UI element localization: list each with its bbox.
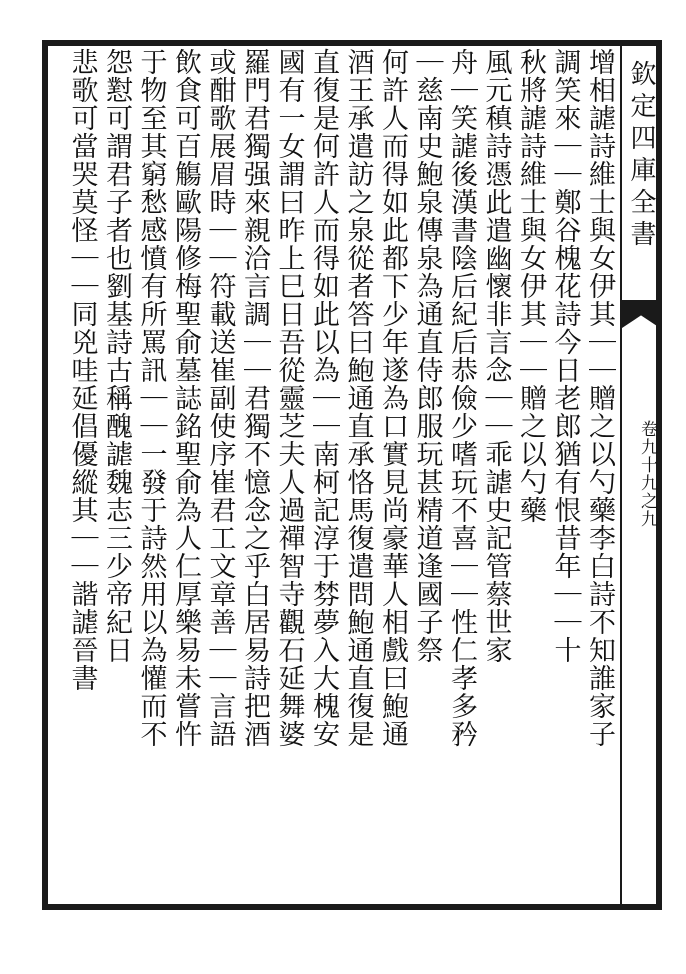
text-line: 國有一女謂曰昨上巳日吾從靈芝夫人過禪智寺觀石延舞婆 [273, 48, 305, 748]
text-line: 于物至其窮愁感憤有所罵訊｜｜一發于詩然用以為懽而不 [135, 48, 167, 748]
text-line: 怨懟可謂君子者也劉基詩古稱醜謔魏志三少帝紀日 [101, 48, 132, 664]
text-line: 調笑來｜｜鄭谷槐花詩今日老郎猶有恨昔年｜｜十 [549, 48, 581, 664]
margin-rule [620, 40, 622, 910]
text-line: 風元稹詩憑此遣幽懷非言念｜｜乖謔史記管蔡世家 [480, 48, 512, 664]
text-line: 增相謔詩維士與女伊其｜｜贈之以勺藥李白詩不知誰家子 [584, 48, 615, 748]
text-line: 悲歌可當哭莫怪｜｜同兇哇延倡優縱其｜｜諧謔晉書 [66, 48, 98, 692]
text-line: 羅門君獨强來親洽言調｜｜君獨不憶念之乎白居易詩把酒 [239, 48, 270, 748]
volume-label: 卷九十九之九 [637, 420, 657, 528]
main-text [56, 48, 616, 898]
text-line: 直復是何許人而得如此以為｜｜南柯記淳于棼夢入大槐安 [308, 48, 339, 748]
text-line: 舟｜笑謔後漢書陰后紀后恭儉少嗜玩不喜｜｜性仁孝多矜 [446, 48, 477, 748]
book-title: 欽定四庫全書 [626, 60, 656, 252]
text-line: 酒王承遣訪之泉從者答曰鮑通直承恪馬復遣問鮑通直復是 [342, 48, 374, 748]
text-line: 何許人而得如此都下少年遂為口實見尚豪華人相戲曰鮑通 [377, 48, 408, 748]
text-line: 秋將謔詩維士與女伊其｜｜贈之以勺藥 [515, 48, 546, 524]
text-line: 飲食可百觴歐陽修梅聖俞墓誌銘聖俞為人仁厚樂易未嘗忤 [170, 48, 201, 748]
text-line: 或酣歌展眉時｜｜符載送崔副使序崔君工文章善｜｜言語 [204, 48, 236, 748]
text-line: ｜慈南史鮑泉傳泉為通直侍郎服玩甚精道逢國子祭 [411, 48, 443, 664]
